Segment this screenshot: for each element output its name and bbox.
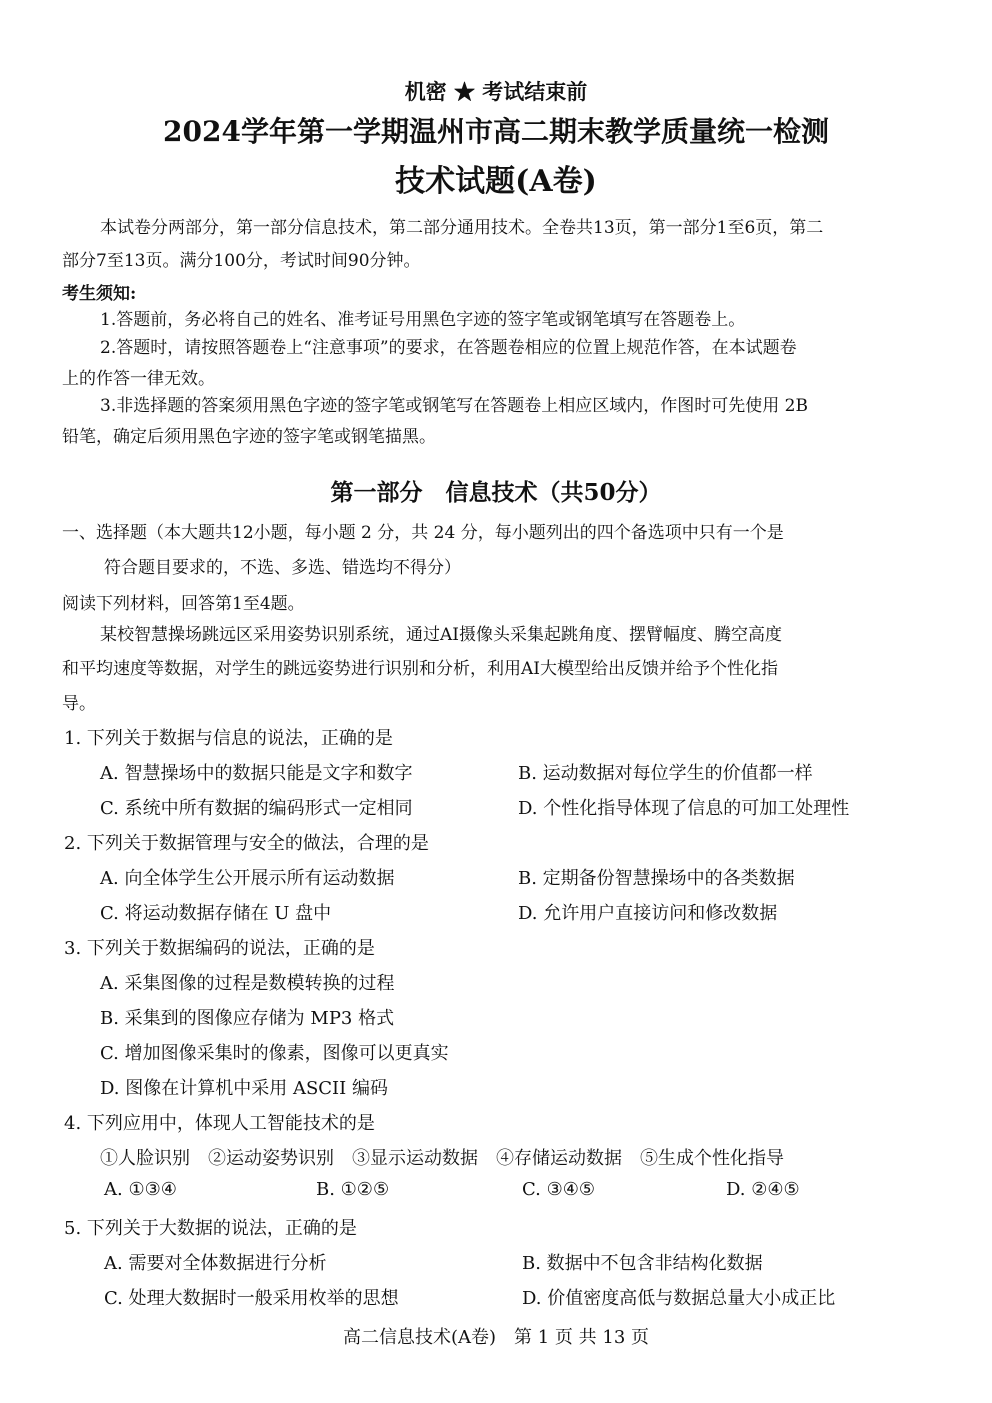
question-5-option-d: D. 价值密度高低与数据总量大小成正比: [522, 1288, 836, 1309]
material-line-1: 某校智慧操场跳远区采用姿势识别系统，通过AI摄像头采集起跳角度、摆臂幅度、腾空高度: [100, 625, 782, 645]
question-5-option-b: B. 数据中不包含非结构化数据: [522, 1253, 763, 1274]
question-1-option-c: C. 系统中所有数据的编码形式一定相同: [100, 798, 413, 819]
question-3-option-a: A. 采集图像的过程是数模转换的过程: [100, 973, 395, 994]
confidential-label: 机密 ★ 考试结束前: [404, 79, 588, 104]
question-2-option-c: C. 将运动数据存储在 U 盘中: [100, 903, 332, 924]
question-1-option-b: B. 运动数据对每位学生的价值都一样: [518, 763, 813, 784]
reading-instruction: 阅读下列材料，回答第1至4题。: [62, 594, 305, 614]
notice-item-3-line-2: 铅笔，确定后须用黑色字迹的签字笔或钢笔描黑。: [62, 427, 436, 447]
question-5-stem: 5. 下列关于大数据的说法，正确的是: [64, 1218, 357, 1239]
question-3-stem: 3. 下列关于数据编码的说法，正确的是: [64, 938, 375, 959]
notice-heading: 考生须知:: [62, 284, 137, 304]
question-2-option-a: A. 向全体学生公开展示所有运动数据: [100, 868, 395, 889]
question-4-option-c: C. ③④⑤: [522, 1179, 595, 1200]
notice-item-2-line-2: 上的作答一律无效。: [62, 369, 215, 389]
question-4-option-b: B. ①②⑤: [316, 1179, 390, 1200]
page-footer: 高二信息技术(A卷) 第 1 页 共 13 页: [342, 1327, 649, 1348]
material-line-2: 和平均速度等数据，对学生的跳远姿势进行识别和分析，利用AI大模型给出反馈并给予个性化指: [62, 659, 778, 679]
question-2-option-d: D. 允许用户直接访问和修改数据: [518, 903, 778, 924]
question-1-stem: 1. 下列关于数据与信息的说法，正确的是: [64, 728, 393, 749]
question-1-option-d: D. 个性化指导体现了信息的可加工处理性: [518, 798, 850, 819]
section-title: 第一部分 信息技术（共50分）: [330, 479, 662, 506]
exam-title: 2024学年第一学期温州市高二期末教学质量统一检测: [163, 115, 829, 148]
question-4-items: ①人脸识别 ②运动姿势识别 ③显示运动数据 ④存储运动数据 ⑤生成个性化指导: [100, 1148, 784, 1169]
material-line-3: 导。: [62, 694, 96, 714]
intro-line-1: 本试卷分两部分，第一部分信息技术，第二部分通用技术。全卷共13页，第一部分1至6页，第二: [100, 218, 824, 238]
question-3-option-d: D. 图像在计算机中采用 ASCII 编码: [100, 1078, 388, 1099]
question-2-option-b: B. 定期备份智慧操场中的各类数据: [518, 868, 795, 889]
question-4-option-d: D. ②④⑤: [726, 1179, 800, 1200]
notice-item-3-line-1: 3.非选择题的答案须用黑色字迹的签字笔或钢笔写在答题卷上相应区域内，作图时可先使用 2B: [100, 396, 808, 416]
question-5-option-c: C. 处理大数据时一般采用枚举的思想: [104, 1288, 399, 1309]
notice-item-2-line-1: 2.答题时，请按照答题卷上“注意事项”的要求，在答题卷相应的位置上规范作答，在本试题卷: [100, 338, 797, 358]
intro-line-2: 部分7至13页。满分100分，考试时间90分钟。: [62, 251, 421, 271]
question-5-option-a: A. 需要对全体数据进行分析: [104, 1253, 327, 1274]
question-4-stem: 4. 下列应用中，体现人工智能技术的是: [64, 1113, 375, 1134]
question-3-option-c: C. 增加图像采集时的像素，图像可以更真实: [100, 1043, 449, 1064]
question-2-stem: 2. 下列关于数据管理与安全的做法，合理的是: [64, 833, 429, 854]
part1-instructions-line-1: 一、选择题（本大题共12小题，每小题 2 分，共 24 分，每小题列出的四个备选项中只有一个是: [62, 523, 784, 543]
question-4-option-a: A. ①③④: [104, 1179, 177, 1200]
question-1-option-a: A. 智慧操场中的数据只能是文字和数字: [100, 763, 413, 784]
exam-subtitle: 技术试题(A卷): [395, 164, 597, 199]
part1-instructions-line-2: 符合题目要求的，不选、多选、错选均不得分）: [104, 558, 461, 578]
question-3-option-b: B. 采集到的图像应存储为 MP3 格式: [100, 1008, 395, 1029]
notice-item-1: 1.答题前，务必将自己的姓名、准考证号用黑色字迹的签字笔或钢笔填写在答题卷上。: [100, 310, 746, 330]
